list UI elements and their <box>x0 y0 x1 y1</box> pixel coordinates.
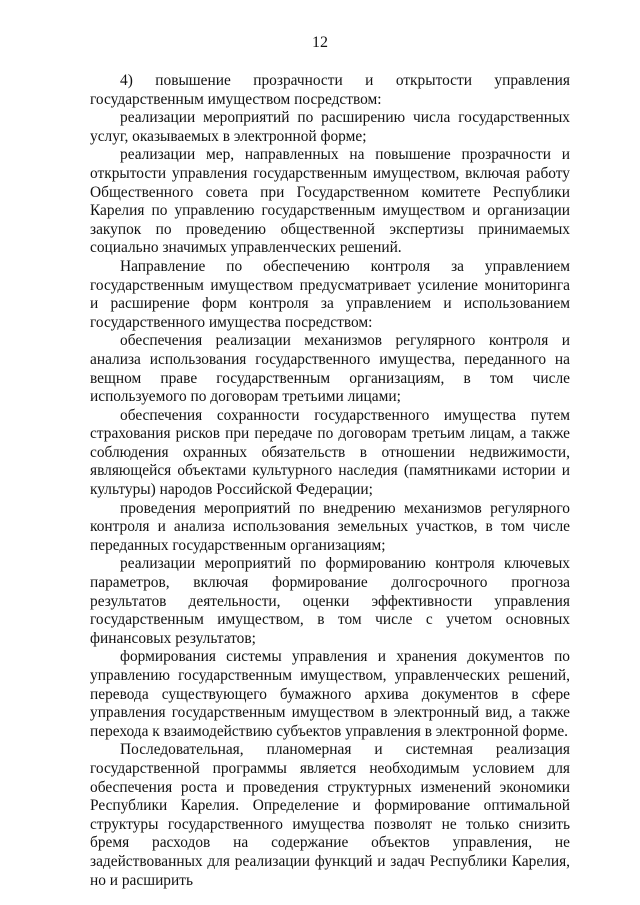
paragraph-transparency-heading: 4) повышение прозрачности и открытости управления государственным имуществом посредством: <box>90 72 570 108</box>
paragraph-public-council: реализации мер, направленных на повышение прозрачности и открытости управления государственным имуществом, включая работу Общественного совета при Государственном комитете Республики Карелия по управлению государственным имуществом и организации закупок по проведению общественной экспертизы принимаемых социально значимых управленческих решений. <box>90 146 570 257</box>
paragraph-key-parameters: реализации мероприятий по формированию контроля ключевых параметров, включая формирование долгосрочного прогноза результатов деятельности, оценки эффективности управления государственным имуществом, в том числе с учетом основных финансовых результатов; <box>90 555 570 647</box>
paragraph-control-direction: Направление по обеспечению контроля за управлением государственным имуществом предусматривает усиление мониторинга и расширение форм контроля за управлением и использованием государственного имущества посредством: <box>90 257 570 331</box>
paragraph-document-system: формирования системы управления и хранения документов по управлению государственным имуществом, управленческих решений, перевода существующего бумажного архива документов в сфере управления государственным имуществом в электронный вид, а также перехода к взаимодействию субъектов управления в электронной форме. <box>90 648 570 740</box>
page-number: 12 <box>312 34 328 51</box>
paragraph-program-implementation: Последовательная, планомерная и системная реализация государственной программы является необходимым условием для обеспечения роста и проведения структурных изменений экономики Республики Карелия. Определение и формирование оптимальной структуры государственного имущества позволят не только снизить бремя расходов на содержание объектов управления, не задействованных для реализации функций и задач Республики Карелия, но и расширить <box>90 741 570 889</box>
paragraph-property-safety: обеспечения сохранности государственного имущества путем страхования рисков при передаче по договорам третьим лицам, а также соблюдения охранных обязательств в отношении недвижимости, являющейся объектами культурного наследия (памятниками истории и культуры) народов Российской Федерации; <box>90 406 570 499</box>
paragraph-land-plots: проведения мероприятий по внедрению механизмов регулярного контроля и анализа использования земельных участков, в том числе переданных государственным организациям; <box>90 499 570 554</box>
document-body <box>90 72 570 890</box>
paragraph-regular-control: обеспечения реализации механизмов регулярного контроля и анализа использования государственного имущества, переданного на вещном праве государственным организациям, в том числе используемого по договорам третьими лицами; <box>90 332 570 406</box>
paragraph-electronic-services: реализации мероприятий по расширению числа государственных услуг, оказываемых в электронной форме; <box>90 109 570 145</box>
